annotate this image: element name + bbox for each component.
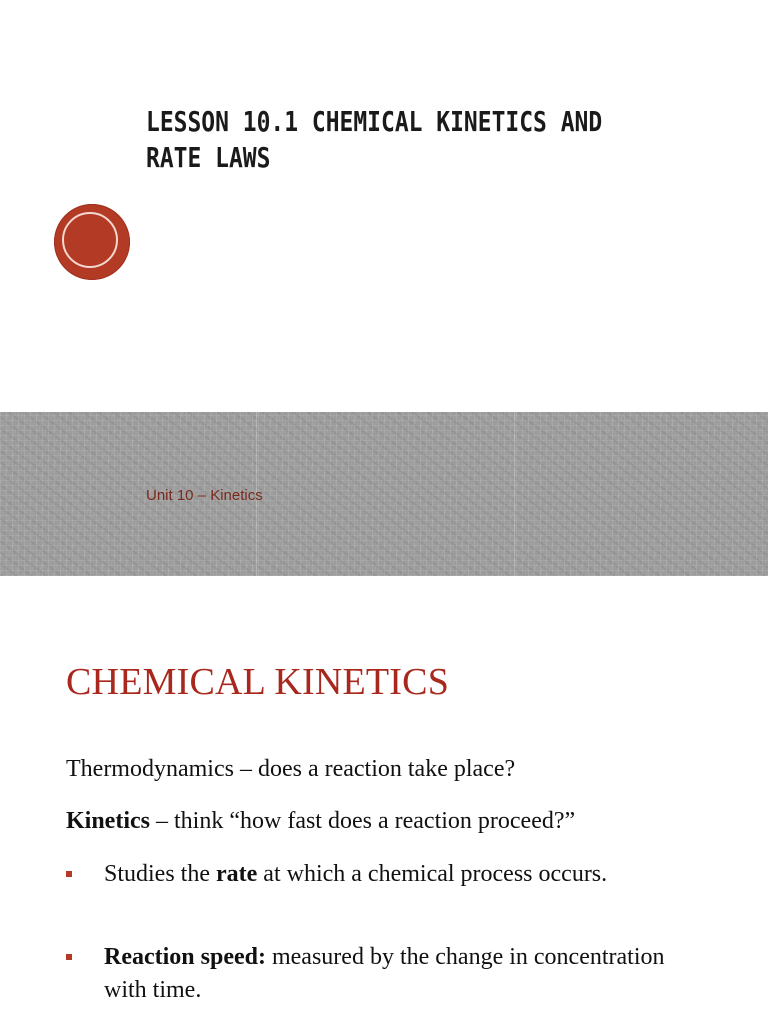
bullet-item-rate [66, 858, 706, 891]
kinetics-description: – think “how fast does a reaction proceed?” [150, 808, 576, 834]
paragraph-thermodynamics: Thermodynamics – does a reaction take place? [66, 756, 516, 782]
slide-2 [0, 576, 768, 1024]
paragraph-kinetics [66, 808, 575, 835]
kinetics-term: Kinetics [66, 808, 150, 834]
decorative-circle-ring [62, 212, 118, 268]
bullet-item-reaction-speed [66, 941, 706, 1007]
bullet-text-post: measured by the change in concentration with time. [104, 944, 665, 1003]
bullet-text [104, 941, 706, 1007]
slide-title [146, 104, 605, 176]
bullet-text [104, 858, 706, 891]
slide-title-line-1: LESSON 10.1 CHEMICAL KINETICS AND [146, 105, 603, 138]
bullet-text-bold: Reaction speed: [104, 944, 266, 970]
slide-heading: CHEMICAL KINETICS [66, 661, 450, 703]
bullet-square-icon [66, 871, 72, 877]
slide-subtitle: Unit 10 – Kinetics [146, 487, 263, 504]
decorative-circle-icon [54, 204, 130, 280]
bullet-text-bold: rate [216, 861, 258, 887]
textured-band [0, 412, 768, 576]
bullet-text-pre: Studies the [104, 861, 216, 887]
band-seam [514, 412, 515, 576]
bullet-text-post: at which a chemical process occurs. [257, 861, 608, 887]
bullet-square-icon [66, 954, 72, 960]
slide-title-line-2: RATE LAWS [146, 141, 271, 174]
